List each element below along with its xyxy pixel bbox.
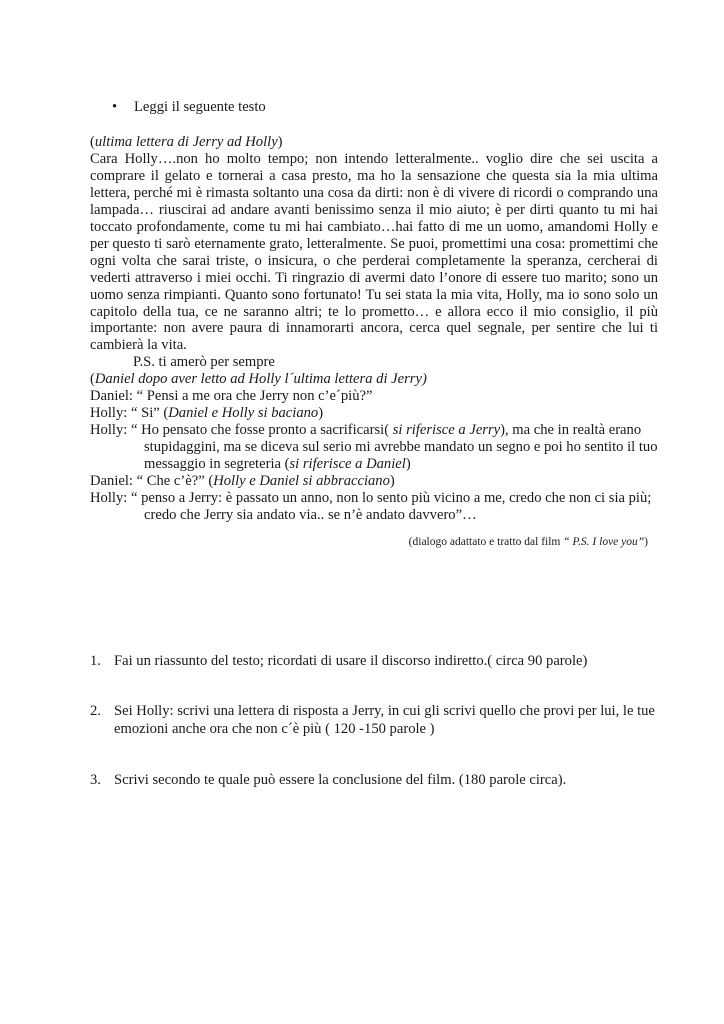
speaker-name: Daniel: xyxy=(90,473,133,490)
dialogue-text: ) xyxy=(405,456,411,473)
dialogue-text: “ Che c’è?” ( xyxy=(136,473,214,490)
speaker-name: Holly: xyxy=(90,405,128,422)
exercise-text: Sei Holly: scrivi una lettera di risposta a Jerry, in cui gli scrivi quello che provi per lui, le tue emozioni anche ora che non c´è più ( 120 -150 parole ) xyxy=(114,703,655,737)
letter-postscript: P.S. ti amerò per sempre xyxy=(133,354,275,371)
dialogue-line xyxy=(90,405,658,422)
exercise-item xyxy=(90,702,660,738)
instruction-line xyxy=(112,98,266,116)
dialogue-line xyxy=(90,388,658,405)
dialogue-line xyxy=(90,473,658,490)
instruction-text: Leggi il seguente testo xyxy=(134,99,266,115)
dialogue-intro xyxy=(90,371,658,388)
letter-caption-text: ultima lettera di Jerry ad Holly xyxy=(94,134,278,150)
exercise-list xyxy=(90,652,660,789)
speaker-name: Holly: xyxy=(90,490,128,507)
caption-close: ) xyxy=(277,134,283,150)
exercise-text: Scrivi secondo te quale può essere la conclusione del film. (180 parole circa). xyxy=(114,772,567,788)
exercise-number: 3. xyxy=(90,772,101,788)
dialogue-text: ) xyxy=(318,405,324,422)
bullet-icon: • xyxy=(112,99,118,115)
caption-open: ( xyxy=(90,134,95,150)
dialogue-text: ) xyxy=(389,473,395,490)
source-suffix: ) xyxy=(644,536,648,548)
exercise-item xyxy=(90,652,660,670)
exercise-number: 1. xyxy=(90,653,101,669)
source-prefix: (dialogo adattato e tratto dal film xyxy=(408,536,564,548)
reading-text xyxy=(90,134,658,524)
dialogue-text: “ Pensi a me ora che Jerry non c’e´più?” xyxy=(136,388,373,405)
exercise-text: Fai un riassunto del testo; ricordati di usare il discorso indiretto.( circa 90 parole) xyxy=(114,653,588,669)
dialogue-text: ), ma che in realtà erano stupidaggini, ma se diceva sul serio mi avrebbe mandato un segno e poi ho sentito il tuo messaggio in segreteria ( xyxy=(144,422,658,473)
dialogue-text: “ penso a Jerry: è passato un anno, non lo sento più vicino a me, credo che non ci sia più; credo che Jerry sia andato via.. se n’è andato davvero”… xyxy=(130,490,652,523)
dialogue-intro-text: Daniel dopo aver letto ad Holly l´ultima lettera di Jerry) xyxy=(94,371,427,388)
exercise-item xyxy=(90,771,660,789)
film-title: “ P.S. I love you” xyxy=(563,536,645,548)
dialogue-line xyxy=(90,490,658,524)
stage-direction: Daniel e Holly si baciano xyxy=(168,405,319,422)
stage-direction: si riferisce a Daniel xyxy=(289,456,406,473)
dialogue-line xyxy=(90,422,658,473)
stage-direction: Holly e Daniel si abbracciano xyxy=(213,473,390,490)
speaker-name: Holly: xyxy=(90,422,128,439)
dialogue-text: “ Si” ( xyxy=(130,405,169,422)
letter-caption xyxy=(90,134,658,151)
stage-direction: si riferisce a Jerry xyxy=(392,422,501,439)
source-citation xyxy=(409,536,648,548)
exercise-number: 2. xyxy=(90,703,101,719)
dialogue-text: “ Ho pensato che fosse pronto a sacrificarsi( xyxy=(130,422,393,439)
dialogue-intro-open: ( xyxy=(90,371,95,388)
speaker-name: Daniel: xyxy=(90,388,133,405)
letter-body: Cara Holly….non ho molto tempo; non intendo letteralmente.. voglio dire che sei uscita a comprare il gelato e tornerai a casa presto, ma ho la sensazione che questa sia la mia ultima lettera, perché mi è rimasta soltanto una cosa da dirti: non è di vivere di ricordi o comprando una lampada… riuscirai ad andare avanti benissimo senza il mio aiuto; è per dirti quanto tu mi hai toccato profondamente, come tu mi hai cambiato…hai fatto di me un uomo, amandomi Holly e per questo ti sarò eternamente grato, letteralmente. Se puoi, promettimi una cosa: promettimi che ogni volta che sarai triste, o insicura, o che perderai completamente la speranza, cercherai di vederti attraverso i miei occhi. Ti ringrazio di avermi dato l’onore di essere tuo marito; sono un uomo senza rimpianti. Quanto sono fortunato! Tu sei stata la mia vita, Holly, ma io sono solo un capitolo della tua, ce ne saranno altri; te lo prometto… e allora ecco il mio consiglio, il più importante: non avere paura di innamorarti ancora, cerca quel segnale, per sentire che lui ti cambierà la vita. xyxy=(90,150,658,354)
